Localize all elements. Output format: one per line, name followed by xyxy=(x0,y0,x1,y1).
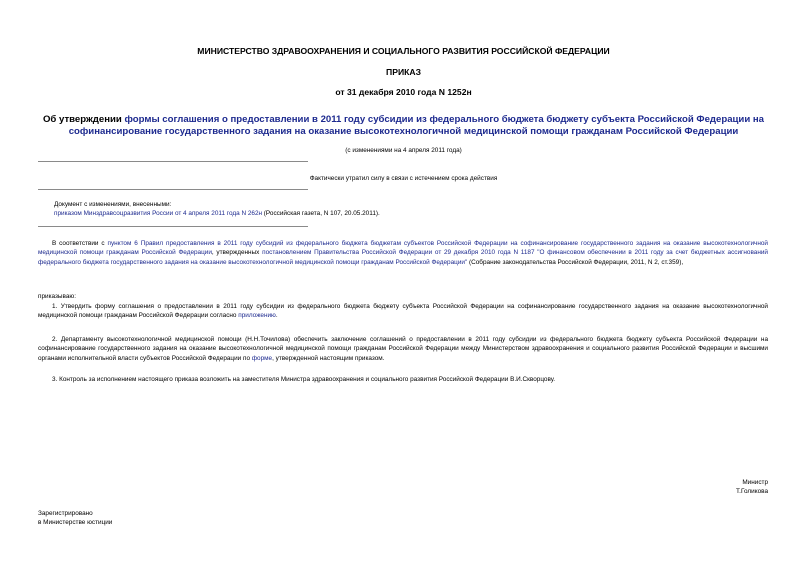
preamble-text: , утвержденных xyxy=(211,249,263,257)
item-text: , утвержденной настоящим приказом. xyxy=(272,354,385,362)
divider xyxy=(38,161,308,162)
form-link[interactable]: форме xyxy=(251,354,273,362)
registration-line-1: Зарегистрировано xyxy=(38,510,93,517)
ministry-heading: МИНИСТЕРСТВО ЗДРАВООХРАНЕНИЯ И СОЦИАЛЬНОГО РАЗВИТИЯ РОССИЙСКОЙ ФЕДЕРАЦИИ xyxy=(197,46,610,56)
title-prefix: Об утверждении xyxy=(42,114,125,125)
changes-label: Документ с изменениями, внесенными: xyxy=(54,201,172,208)
order-item-3: 3. Контроль за исполнением настоящего приказа возложить на заместителя Министра здравоохранения и социального развития Российской Федерации В.И.Скворцову. xyxy=(52,376,556,383)
rules-link[interactable]: пунктом 6 Правил предоставления в 2011 году субсидий из федерального бюджета бюджетам субъектов Российской Федерации на софинансирование государственного задания на оказание высокотехнологичной медицинской помощи гражданам Российской Федерации xyxy=(38,240,769,257)
registration-block xyxy=(38,509,112,527)
changes-tail: (Российская газета, N 107, 20.05.2011). xyxy=(262,210,380,218)
preamble-text: В соответствии с xyxy=(52,240,108,247)
doc-type-heading: ПРИКАЗ xyxy=(386,67,421,77)
signature-name: Т.Голикова xyxy=(735,488,768,496)
order-item-1 xyxy=(38,302,768,321)
signature-block xyxy=(736,478,768,496)
title-link-part-1[interactable]: формы соглашения о предоставлении в 2011 году субсидии из федерального бюджета бюджету субъекта Российской Федерации на xyxy=(124,114,765,125)
order-item-2 xyxy=(38,335,768,363)
title-line-1 xyxy=(0,114,807,126)
preamble-paragraph xyxy=(38,239,768,267)
document-title xyxy=(0,114,807,137)
amendments-note: (с изменениями на 4 апреля 2011 года) xyxy=(345,147,462,154)
changes-block xyxy=(54,200,754,218)
divider xyxy=(38,189,308,190)
orders-label: приказываю: xyxy=(38,293,76,300)
registration-line-2: в Министерстве юстиции xyxy=(38,519,113,527)
title-link-part-2[interactable]: софинансирование государственного задания на оказание высокотехнологичной медицинской помощи гражданам Российской Федерации xyxy=(68,125,739,137)
item-text: . xyxy=(275,312,278,320)
signature-position: Министр xyxy=(742,479,768,486)
changes-line xyxy=(54,209,754,218)
preamble-text: (Собрание законодательства Российской Федерации, 2011, N 2, ст.359), xyxy=(467,258,684,266)
status-note: Фактически утратил силу в связи с истечением срока действия xyxy=(309,175,498,182)
item-text: 2. Департаменту высокотехнологичной медицинской помощи (Н.Н.Точилова) обеспечить заключение соглашений о предоставлении в 2011 году субсидии из федерального бюджета бюджету субъекта Российской Федерации на софинансирование государственного задания на оказание высокотехнологичной медицинской помощи гражданам Российской Федерации между Министерством здравоохранения и социального развития Российской Федерации и высшими органами исполнительной власти субъектов Российской Федерации по xyxy=(38,336,768,362)
doc-date: от 31 декабря 2010 года N 1252н xyxy=(335,87,472,97)
decree-link[interactable]: постановлением Правительства Российской Федерации от 29 декабря 2010 года N 1187 "О финансовом обеспечении в 2011 году за счет бюджетных ассигнований федерального бюджета государственного задания на оказание высокотехнологичной медицинской помощи гражданам Российской Федерации" xyxy=(38,249,768,266)
divider xyxy=(38,226,308,227)
appendix-link[interactable]: приложению xyxy=(238,312,276,320)
changes-link[interactable]: приказом Минздравсоцразвития России от 4 апреля 2011 года N 262н xyxy=(54,210,263,218)
item-text: 1. Утвердить форму соглашения о предоставлении в 2011 году субсидии из федерального бюджета бюджету субъекта Российской Федерации на софинансирование государственного задания на оказание высокотехнологичной медицинской помощи гражданам Российской Федерации согласно xyxy=(38,303,768,320)
